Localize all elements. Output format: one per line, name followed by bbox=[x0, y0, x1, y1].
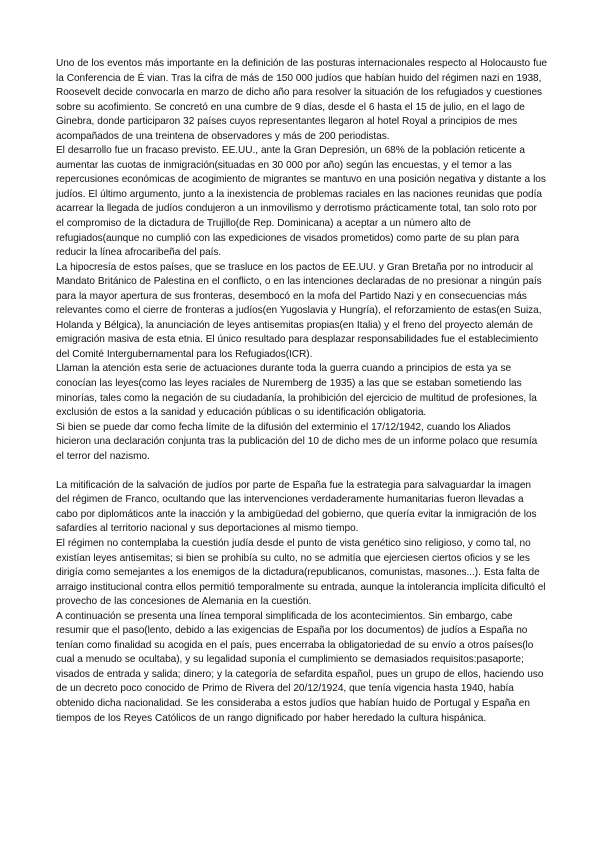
paragraph-timeline-summary: A continuación se presenta una línea temporal simplificada de los acontecimientos. Sin embargo, cabe resumir que el paso(lento, debido a las exigencias de España por los documentos) de judíos a España no tenían como finalidad su acogida en el país, pues encerraba la obligatoriedad de su envío a otros países(lo cual a menudo se ocultaba), y su legalidad suponía el cumplimiento se demasiados requisitos:pasaporte; visados de entrada y salida; dinero; y la categoría de sefardita español, pues un grupo de ellos, haciendo uso de un decreto poco conocido de Primo de Rivera del 20/12/1924, que tenía vigencia hasta 1940, había obtenido dicha nacionalidad. Se les consideraba a estos judíos que habían huido de Portugal y España en tiempos de los Reyes Católicos de un rango dignificado por haber heredado la cultura hispánica. bbox=[56, 610, 544, 724]
paragraph-spain-myth: La mitificación de la salvación de judíos por parte de España fue la estrategia para salvaguardar la imagen del régimen de Franco, ocultando que las intervenciones verdaderamente humanitarias fueron llevadas a cabo por diplomáticos ante la inacción y la ambigüedad del gobierno, que quería evitar la inmigración de los safardíes al territorio nacional y sus deportaciones al mismo tiempo. bbox=[56, 479, 537, 535]
paragraph-hypocrisy: La hipocresía de estos países, que se trasluce en los pactos de EE.UU. y Gran Bretaña por no introducir al Mandato Británico de Palestina en el conflicto, o en las intenciones declaradas de no presionar a ningún país para la mayor apertura de sus fronteras, desembocó en la mofa del Partido Nazi y en consecuencias más relevantes como el cierre de fronteras a judíos(en Yugoslavia y Hungría), el reforzamiento de estas(en Suiza, Holanda y Bélgica), la anunciación de leyes antisemitas propias(en Italia) y el freno del proyecto alemán de emigración masiva de esta etnia. El único resultado para desplazar responsabilidades fue el establecimiento del Comité Intergubernamental para los Refugiados(ICR). bbox=[56, 261, 542, 360]
paragraph-evian-conference: Uno de los eventos más importante en la definición de las posturas internacionales respecto al Holocausto fue la Conferencia de É vian. Tras la cifra de más de 150 000 judíos que habían huido del régimen nazi en 1938, Roosevelt decide convocarla en marzo de dicho año para resolver la situación de los refugiados y cuestiones sobre su acofimiento. Se concretó en una cumbre de 9 días, desde el 6 hasta el 15 de julio, en el lago de Ginebra, donde participaron 32 países cuyos representantes llegaron al hotel Royal a principios de mes acompañados de una treintena de observadores y más de 200 periodistas. bbox=[56, 58, 547, 142]
paragraph-regime-religion: El régimen no contemplaba la cuestión judía desde el punto de vista genético sino religioso, y como tal, no existían leyes antisemitas; si bien se prohibía su culto, no se admitía que ejerciesen ciertos oficios y se les dirigía como semejantes a los enemigos de la dictadura(republicanos, comunistas, masones...). Esta falta de arraigo institucional contra ellos permitió temporalmente su entrada, aunque la intolerancia implícita dificultó el provecho de las concesiones de Alemania en la cuestión. bbox=[56, 538, 546, 608]
document-body bbox=[56, 57, 547, 726]
paragraph-failure: El desarrollo fue un fracaso previsto. EE.UU., ante la Gran Depresión, un 68% de la población reticente a aumentar las cuotas de inmigración(situadas en 30 000 por año) según las encuestas, y el temor a las repercusiones económicas de acogimiento de migrantes se mantuvo en una posición negativa y distante a los judíos. El último argumento, junto a la inexistencia de problemas raciales en las naciones reunidas que podía acarrear la llegada de judíos condujeron a un inmovilismo y derrotismo prácticamente total, tan solo roto por el compromiso de la dictadura de Trujillo(de Rep. Dominicana) a aceptar a un número alto de refugiados(aunque no cumplió con las expediciones de visados prometidos) como parte de su plan para reducir la línea afrocaribeña del país. bbox=[56, 145, 546, 259]
paragraph-laws: Llaman la atención esta serie de actuaciones durante toda la guerra cuando a principios de esta ya se conocían las leyes(como las leyes raciales de Nuremberg de 1935) a las que se estaban sometiendo las minorías, tales como la negación de su ciudadanía, la prohibición del ejercicio de multitud de profesiones, la exclusión de estos a la sanidad y educación públicas o su identificación obligatoria. bbox=[56, 363, 537, 419]
paragraph-extermination-date: Si bien se puede dar como fecha límite de la difusión del exterminio el 17/12/1942, cuando los Aliados hicieron una declaración conjunta tras la publicación del 10 de dicho mes de un informe polaco que resumía el terror del nazismo. bbox=[56, 421, 538, 462]
